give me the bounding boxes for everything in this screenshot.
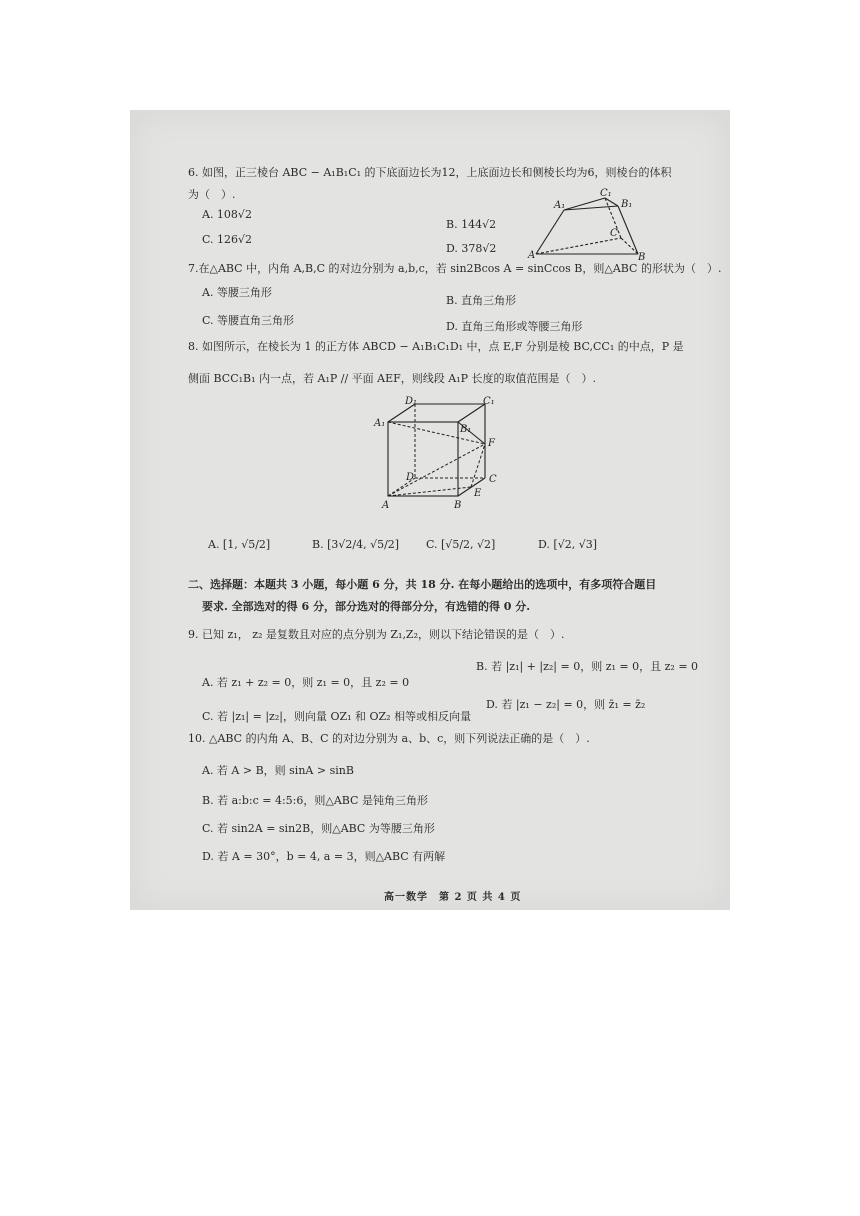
q9-stem: 9. 已知 z₁， z₂ 是复数且对应的点分别为 Z₁,Z₂，则以下结论错误的是（ ）.	[188, 628, 565, 641]
q8-option-c: C. [√5/2, √2]	[426, 538, 496, 551]
label-D: D	[406, 472, 415, 483]
frustum-figure	[524, 188, 654, 260]
label-A: A	[528, 250, 536, 260]
label-B: B	[638, 252, 646, 260]
q10-option-a: A. 若 A > B，则 sinA > sinB	[202, 764, 354, 777]
q6-stem-line2: 为（ ）.	[188, 188, 236, 201]
q6-option-a: A. 108√2	[202, 208, 252, 221]
q8-option-b: B. [3√2/4, √5/2]	[312, 538, 400, 551]
section2-heading-line2: 要求. 全部选对的得 6 分，部分选对的得部分分，有选错的得 0 分.	[202, 600, 531, 613]
q8-stem-line2: 侧面 BCC₁B₁ 内一点，若 A₁P // 平面 AEF，则线段 A₁P 长度的取值范围是（ ）.	[188, 372, 597, 385]
q6-option-c: C. 126√2	[202, 233, 253, 246]
q10-option-d: D. 若 A = 30°，b = 4, a = 3，则△ABC 有两解	[202, 850, 446, 863]
q7-option-c: C. 等腰直角三角形	[202, 314, 295, 327]
page-footer: 高一数学 第 2 页 共 4 页	[384, 892, 522, 903]
label-A1: A₁	[554, 200, 566, 211]
q7-option-b: B. 直角三角形	[446, 294, 517, 307]
label-A: A	[382, 500, 390, 511]
q8-option-a: A. [1, √5/2]	[208, 538, 271, 551]
q10-option-b: B. 若 a:b:c = 4:5:6，则△ABC 是钝角三角形	[202, 794, 428, 807]
label-C: C	[610, 228, 618, 239]
label-A1: A₁	[374, 418, 386, 429]
label-C: C	[489, 474, 497, 485]
q7-option-d: D. 直角三角形或等腰三角形	[446, 320, 583, 333]
q8-option-d: D. [√2, √3]	[538, 538, 598, 551]
exam-page	[130, 110, 730, 910]
label-B: B	[454, 500, 462, 511]
q6-option-b: B. 144√2	[446, 218, 497, 231]
label-B1: B₁	[621, 199, 633, 210]
label-E: E	[474, 488, 482, 499]
q9-option-a: A. 若 z₁ + z₂ = 0，则 z₁ = 0，且 z₂ = 0	[202, 676, 410, 689]
q6-option-d: D. 378√2	[446, 242, 497, 255]
section2-heading-line1: 二、选择题：本题共 3 小题，每小题 6 分，共 18 分. 在每小题给出的选项中，有多项符合题目	[188, 578, 657, 591]
q7-option-a: A. 等腰三角形	[202, 286, 272, 299]
label-B1: B₁	[460, 424, 472, 435]
label-F: F	[488, 438, 495, 449]
q8-stem-line1: 8. 如图所示，在棱长为 1 的正方体 ABCD − A₁B₁C₁D₁ 中，点 E,F 分别是棱 BC,CC₁ 的中点，P 是	[188, 340, 684, 353]
q10-option-c: C. 若 sin2A = sin2B，则△ABC 为等腰三角形	[202, 822, 435, 835]
cube-figure	[370, 396, 510, 516]
q10-stem: 10. △ABC 的内角 A、B、C 的对边分别为 a、b、c，则下列说法正确的是（ ）.	[188, 732, 590, 745]
q9-option-b: B. 若 |z₁| + |z₂| = 0，则 z₁ = 0，且 z₂ = 0	[476, 660, 699, 673]
label-C1: C₁	[483, 396, 495, 407]
label-C1: C₁	[600, 188, 612, 199]
q7-stem: 7.在△ABC 中，内角 A,B,C 的对边分别为 a,b,c，若 sin2Bcos A = sinCcos B，则△ABC 的形状为（ ）.	[188, 262, 722, 275]
label-D1: D₁	[405, 396, 418, 407]
q6-stem-line1: 6. 如图，正三棱台 ABC − A₁B₁C₁ 的下底面边长为12，上底面边长和侧棱长均为6，则棱台的体积	[188, 166, 672, 179]
q9-option-c: C. 若 |z₁| = |z₂|，则向量 OZ₁ 和 OZ₂ 相等或相反向量	[202, 710, 472, 723]
q9-option-d: D. 若 |z₁ − z₂| = 0，则 z̄₁ = z̄₂	[486, 698, 646, 711]
